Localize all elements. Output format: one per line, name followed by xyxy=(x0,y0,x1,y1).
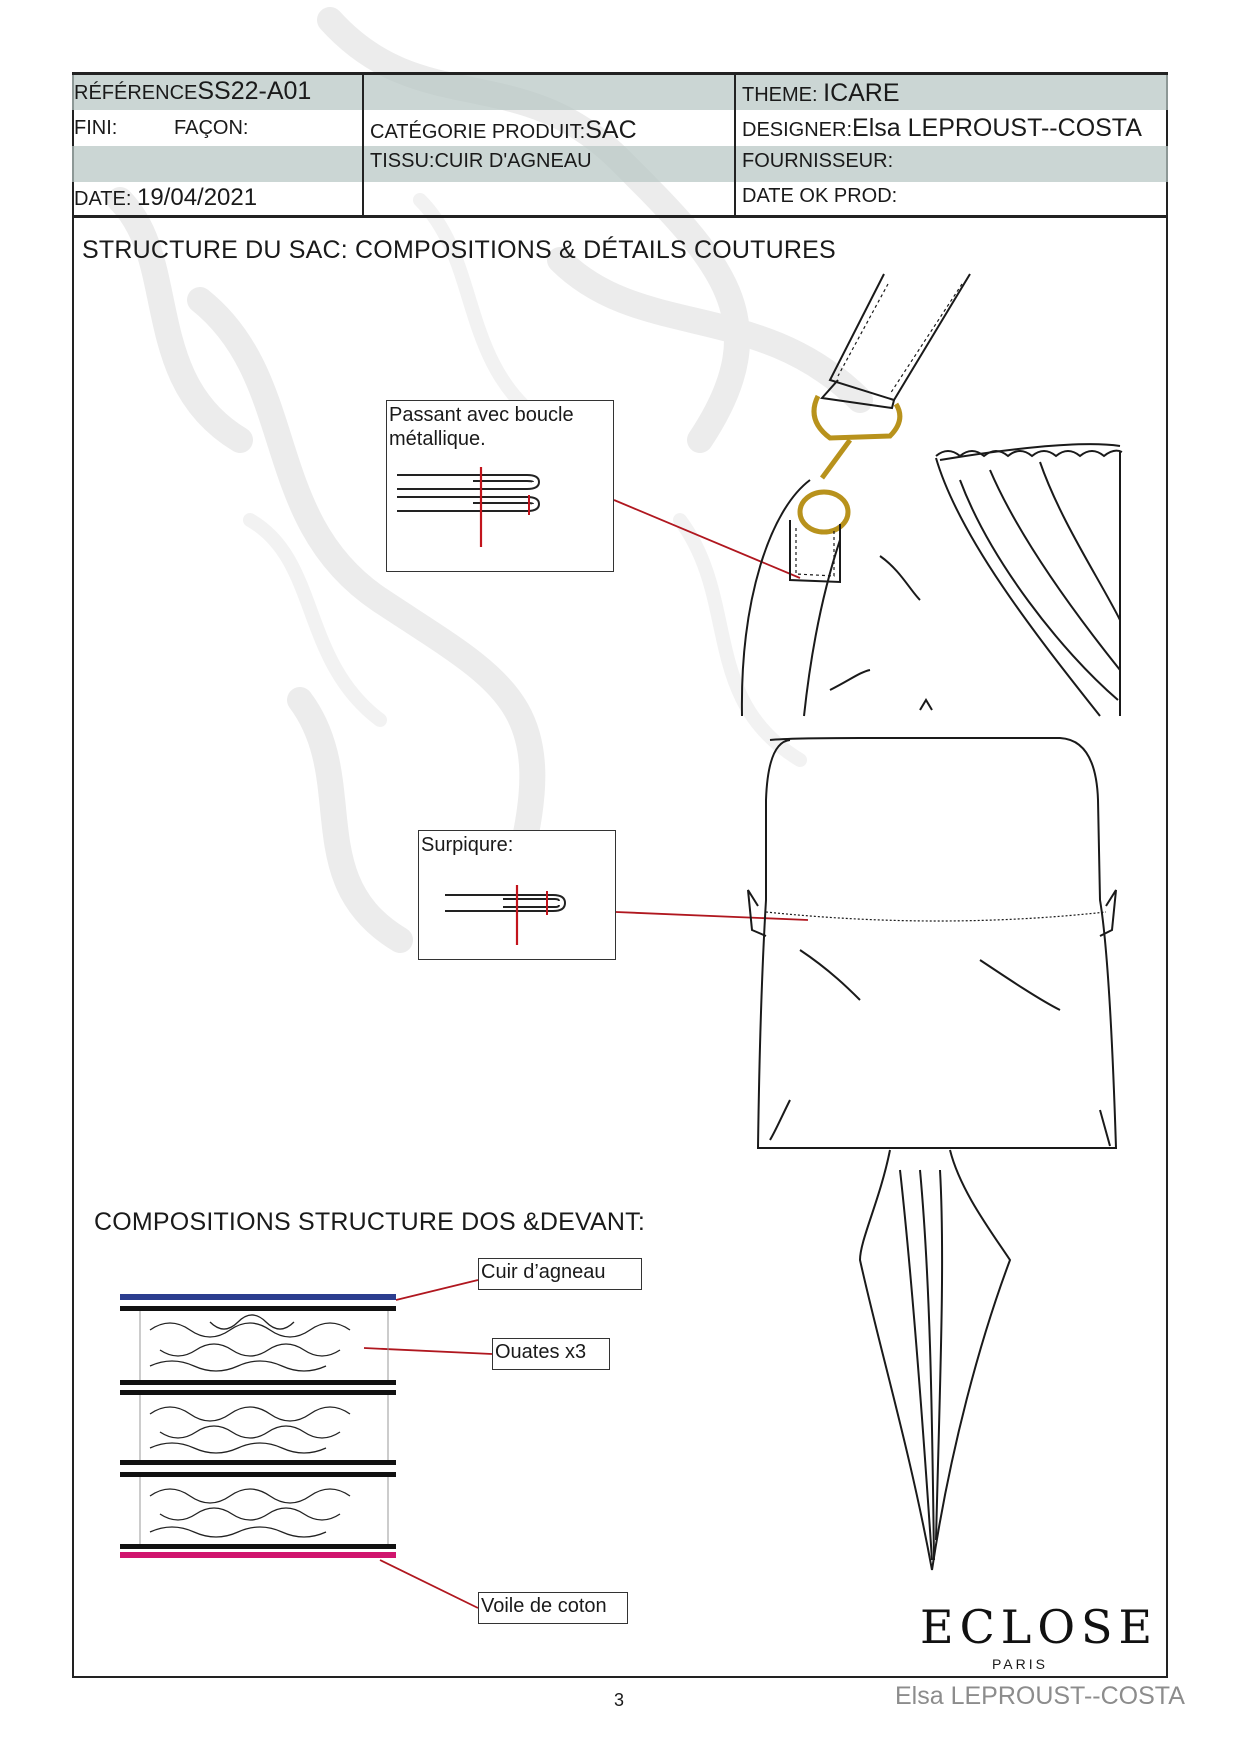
compositions-title: COMPOSITIONS STRUCTURE DOS &DEVANT: xyxy=(94,1208,646,1236)
tissu-label: TISSU: xyxy=(370,150,435,172)
reference-label: RÉFÉRENCE xyxy=(74,82,198,104)
logo-wordmark: ECLOSE xyxy=(920,1600,1159,1654)
date-ok-label: DATE OK PROD: xyxy=(742,185,898,207)
ouate-top-1 xyxy=(120,1306,396,1311)
voile-layer xyxy=(120,1552,396,1558)
ouate-bottom-3 xyxy=(120,1544,396,1549)
ouate-bottom-2 xyxy=(120,1460,396,1465)
page-number: 3 xyxy=(614,1690,625,1710)
surpiqure-label: Surpiqure: xyxy=(421,834,514,856)
callout-leader-lines xyxy=(364,500,808,1608)
theme-label: THEME: xyxy=(742,84,818,106)
date-value: 19/04/2021 xyxy=(136,184,258,211)
tissu-value: CUIR D'AGNEAU xyxy=(434,150,592,172)
wadding-texture xyxy=(150,1315,350,1537)
cuir-callout: Cuir d’agneau xyxy=(478,1258,642,1290)
reference-value: SS22-A01 xyxy=(197,77,312,105)
voile-callout: Voile de coton xyxy=(478,1592,628,1624)
fini-label: FINI: xyxy=(74,117,118,139)
surpiqure-callout xyxy=(418,830,616,960)
structure-title: STRUCTURE DU SAC: COMPOSITIONS & DÉTAILS COUTURES xyxy=(82,236,836,264)
ouate-top-3 xyxy=(120,1472,396,1477)
passant-stitch-diagram xyxy=(393,467,543,547)
designer-value: Elsa LEPROUST--COSTA xyxy=(852,114,1142,142)
bag-body-drawing xyxy=(748,738,1116,1570)
category-value: SAC xyxy=(585,116,637,144)
date-label: DATE: xyxy=(74,188,132,210)
eclose-logo xyxy=(920,1600,1159,1672)
passant-callout xyxy=(386,400,614,572)
category-label: CATÉGORIE PRODUIT: xyxy=(370,121,586,143)
ouate-top-2 xyxy=(120,1390,396,1395)
surpiqure-stitch-diagram xyxy=(443,885,573,945)
cuir-layer xyxy=(120,1294,396,1300)
footer-author: Elsa LEPROUST--COSTA xyxy=(895,1682,1185,1710)
designer-label: DESIGNER: xyxy=(742,119,853,141)
bag-top-drawing xyxy=(742,274,1122,716)
logo-city: PARIS xyxy=(992,1656,1048,1672)
theme-value: ICARE xyxy=(823,79,900,107)
ouates-callout: Ouates x3 xyxy=(492,1338,610,1370)
facon-label: FAÇON: xyxy=(174,117,249,139)
passant-label: Passant avec boucle métallique. xyxy=(389,404,574,450)
ouate-bottom-1 xyxy=(120,1380,396,1385)
layers-diagram xyxy=(120,1294,396,1558)
fournisseur-label: FOURNISSEUR: xyxy=(742,150,894,172)
